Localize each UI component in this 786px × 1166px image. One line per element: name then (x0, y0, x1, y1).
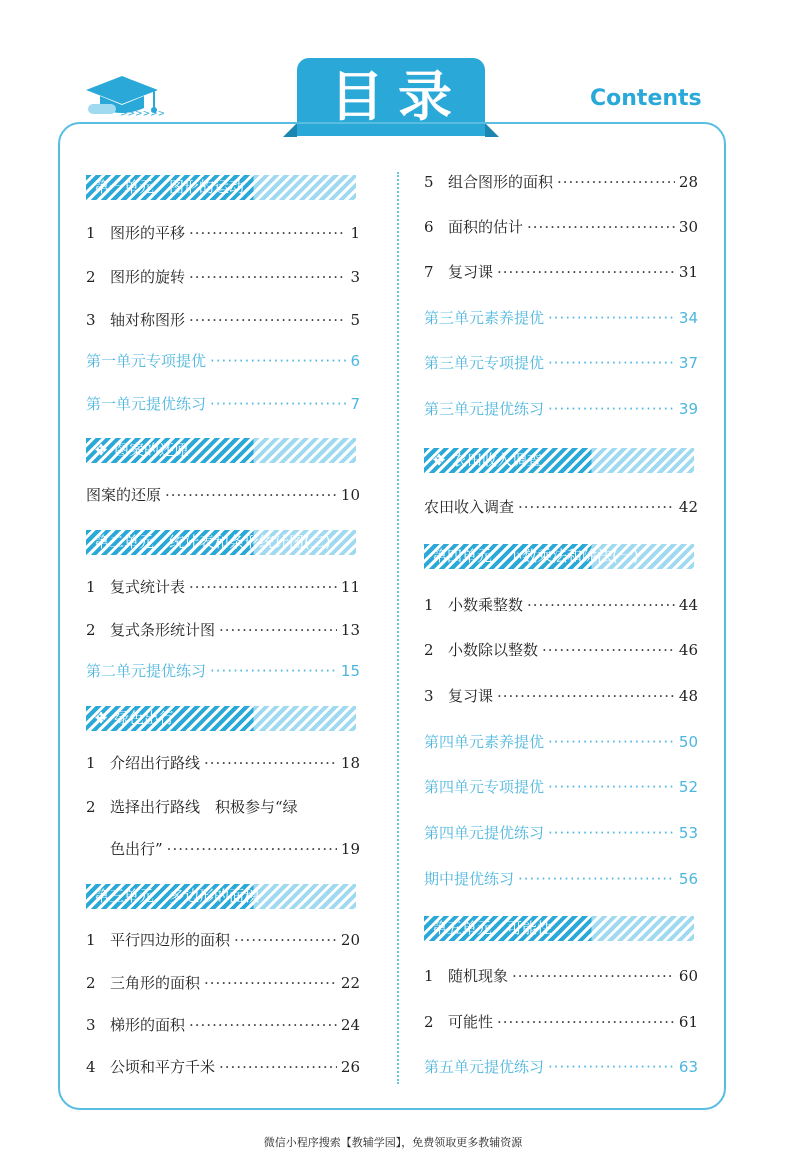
leader-dots (527, 594, 675, 616)
entry-title: 小数乘整数 (448, 596, 524, 614)
entry-page: 7 (350, 395, 360, 413)
leader-dots (548, 776, 675, 798)
entry-number: 3 (86, 1016, 96, 1034)
toc-entry[interactable] (86, 576, 360, 598)
entry-title: 第三单元专项提优 (424, 354, 545, 372)
leader-dots (210, 393, 346, 415)
page-subtitle: Contents (590, 86, 702, 111)
graduation-cap-icon (84, 74, 164, 124)
unit-header-2[interactable] (86, 438, 356, 463)
leader-dots (167, 838, 337, 860)
entry-page: 53 (678, 824, 698, 842)
entry-number: 1 (86, 578, 96, 596)
diamond-cross-icon: ✥ (432, 451, 446, 469)
entry-title: 第三单元素养提优 (424, 309, 545, 327)
entry-number: 6 (424, 218, 434, 236)
leader-dots (548, 307, 675, 329)
toc-entry[interactable] (424, 398, 698, 420)
footer-note: 微信小程序搜索【教辅学园】，免费领取更多教辅资源 (263, 1136, 523, 1149)
entry-title: 梯形的面积 (110, 1016, 186, 1034)
entry-page: 37 (678, 354, 698, 372)
column-divider (397, 172, 399, 1084)
entry-page: 5 (350, 311, 360, 329)
entry-number: 5 (424, 173, 434, 191)
toc-entry[interactable] (424, 685, 698, 707)
entry-title: 色出行” (110, 840, 163, 858)
entry-page: 15 (340, 662, 360, 680)
entry-number: 2 (86, 268, 96, 286)
diamond-cross-icon: ✥ (94, 709, 108, 727)
leader-dots (219, 1056, 337, 1078)
entry-title: 农田收入调查 (424, 498, 515, 516)
entry-title: 第五单元提优练习 (424, 1058, 545, 1076)
entry-number: 2 (86, 798, 96, 816)
entry-number: 1 (86, 224, 96, 242)
entry-title: 第一单元专项提优 (86, 352, 207, 370)
unit-header-8[interactable] (424, 916, 694, 941)
unit-title: 第五单元 可能性 (432, 919, 553, 937)
entry-page: 11 (340, 578, 360, 596)
entry-page: 10 (340, 486, 360, 504)
leader-dots (204, 972, 337, 994)
entry-page: 63 (678, 1058, 698, 1076)
entry-title: 图形的旋转 (110, 268, 186, 286)
entry-title: 组合图形的面积 (448, 173, 554, 191)
toc-entry[interactable] (424, 352, 698, 374)
unit-header-5[interactable] (86, 884, 356, 909)
entry-title: 图案的还原 (86, 486, 162, 504)
entry-title: 第三单元提优练习 (424, 400, 545, 418)
toc-entry[interactable] (86, 393, 360, 415)
unit-title: 第四单元 小数乘法和除法(一) (432, 547, 639, 565)
leader-dots (497, 1011, 675, 1033)
unit-header-4[interactable] (86, 706, 356, 731)
unit-header-6[interactable] (424, 448, 694, 473)
toc-entry[interactable] (86, 929, 360, 951)
toc-entry[interactable] (424, 261, 698, 283)
toc-entry[interactable] (424, 776, 698, 798)
entry-title: 第四单元专项提优 (424, 778, 545, 796)
toc-entry[interactable] (86, 752, 360, 774)
svg-text:>>>>>>: >>>>>> (120, 109, 164, 119)
leader-dots (189, 309, 346, 331)
toc-entry[interactable] (86, 972, 360, 994)
entry-title: 三角形的面积 (110, 974, 201, 992)
unit-title: 图案的还原 (114, 441, 190, 459)
entry-page: 39 (678, 400, 698, 418)
entry-title: 介绍出行路线 (110, 754, 201, 772)
toc-entry[interactable] (86, 309, 360, 331)
entry-number: 2 (424, 1013, 434, 1031)
entry-title: 面积的估计 (448, 218, 524, 236)
entry-page: 48 (678, 687, 698, 705)
entry-number: 3 (424, 687, 434, 705)
entry-title: 第二单元提优练习 (86, 662, 207, 680)
toc-entry[interactable] (424, 731, 698, 753)
toc-entry[interactable] (424, 216, 698, 238)
leader-dots (189, 576, 337, 598)
unit-header-1[interactable] (86, 175, 356, 200)
entry-page: 61 (678, 1013, 698, 1031)
entry-number: 2 (424, 641, 434, 659)
entry-page: 28 (678, 173, 698, 191)
entry-page: 13 (340, 621, 360, 639)
entry-title: 平行四边形的面积 (110, 931, 231, 949)
toc-entry[interactable] (424, 307, 698, 329)
toc-entry[interactable] (86, 619, 360, 641)
toc-entry[interactable] (86, 222, 360, 244)
entry-title: 第一单元提优练习 (86, 395, 207, 413)
toc-entry[interactable] (424, 496, 698, 518)
entry-page: 1 (350, 224, 360, 242)
entry-title: 小数除以整数 (448, 641, 539, 659)
entry-page: 24 (340, 1016, 360, 1034)
unit-header-3[interactable] (86, 530, 356, 555)
entry-number: 1 (86, 754, 96, 772)
leader-dots (548, 822, 675, 844)
unit-header-7[interactable] (424, 544, 694, 569)
leader-dots (548, 398, 675, 420)
leader-dots (542, 639, 675, 661)
entry-page: 26 (340, 1058, 360, 1076)
toc-entry[interactable] (86, 660, 360, 682)
entry-page: 42 (678, 498, 698, 516)
entry-page: 6 (350, 352, 360, 370)
entry-title: 期中提优练习 (424, 870, 515, 888)
leader-dots (234, 929, 337, 951)
entry-page: 22 (340, 974, 360, 992)
entry-page: 52 (678, 778, 698, 796)
toc-entry[interactable] (424, 171, 698, 193)
leader-dots (204, 752, 337, 774)
leader-dots (512, 965, 675, 987)
unit-title: 第一单元 图形的运动 (94, 178, 245, 196)
leader-dots (548, 1056, 675, 1078)
diamond-cross-icon: ✥ (94, 441, 108, 459)
entry-page: 31 (678, 263, 698, 281)
toc-entry[interactable] (424, 1056, 698, 1078)
toc-entry[interactable] (424, 822, 698, 844)
leader-dots (210, 660, 337, 682)
entry-page: 19 (340, 840, 360, 858)
page-title: 目录 (297, 58, 485, 136)
unit-title: 农田收入调查 (452, 451, 543, 469)
unit-title: 第三单元 多边形的面积 (94, 887, 260, 905)
leader-dots (557, 171, 675, 193)
toc-entry[interactable] (86, 796, 360, 818)
entry-page: 34 (678, 309, 698, 327)
entry-title: 复式统计表 (110, 578, 186, 596)
entry-number: 7 (424, 263, 434, 281)
entry-title: 轴对称图形 (110, 311, 186, 329)
entry-number: 4 (86, 1058, 96, 1076)
entry-number: 2 (86, 621, 96, 639)
entry-title: 公顷和平方千米 (110, 1058, 216, 1076)
toc-entry[interactable] (424, 639, 698, 661)
entry-title: 第四单元提优练习 (424, 824, 545, 842)
toc-entry[interactable] (86, 350, 360, 372)
unit-title: 第二单元 统计表和条形统计图(二) (94, 533, 331, 551)
entry-page: 60 (678, 967, 698, 985)
leader-dots (548, 352, 675, 374)
toc-entry[interactable] (86, 1014, 360, 1036)
entry-title: 可能性 (448, 1013, 494, 1031)
entry-page: 18 (340, 754, 360, 772)
toc-entry[interactable] (424, 1011, 698, 1033)
leader-dots (189, 222, 346, 244)
leader-dots (189, 1014, 337, 1036)
entry-number: 1 (424, 967, 434, 985)
leader-dots (527, 216, 675, 238)
entry-title: 复习课 (448, 263, 494, 281)
unit-title: 绿色出行 (114, 709, 175, 727)
entry-number: 3 (86, 311, 96, 329)
toc-entry[interactable] (424, 594, 698, 616)
leader-dots (219, 619, 337, 641)
entry-title: 复习课 (448, 687, 494, 705)
entry-title: 第四单元素养提优 (424, 733, 545, 751)
entry-page: 20 (340, 931, 360, 949)
leader-dots (189, 266, 346, 288)
toc-entry[interactable] (86, 266, 360, 288)
entry-page: 30 (678, 218, 698, 236)
entry-page: 44 (678, 596, 698, 614)
entry-title: 选择出行路线 积极参与“绿 (110, 798, 298, 816)
leader-dots (548, 731, 675, 753)
entry-number: 1 (424, 596, 434, 614)
leader-dots (165, 484, 337, 506)
toc-entry[interactable] (86, 1056, 360, 1078)
leader-dots (497, 261, 675, 283)
entry-number: 2 (86, 974, 96, 992)
toc-entry[interactable] (424, 868, 698, 890)
leader-dots (497, 685, 675, 707)
toc-entry[interactable] (86, 484, 360, 506)
entry-page: 50 (678, 733, 698, 751)
entry-title: 随机现象 (448, 967, 509, 985)
entry-number: 1 (86, 931, 96, 949)
entry-page: 46 (678, 641, 698, 659)
leader-dots (518, 868, 675, 890)
leader-dots (210, 350, 346, 372)
entry-title: 图形的平移 (110, 224, 186, 242)
entry-page: 3 (350, 268, 360, 286)
toc-entry[interactable] (424, 965, 698, 987)
entry-page: 56 (678, 870, 698, 888)
entry-title: 复式条形统计图 (110, 621, 216, 639)
toc-entry-continued[interactable] (110, 838, 360, 860)
leader-dots (518, 496, 675, 518)
